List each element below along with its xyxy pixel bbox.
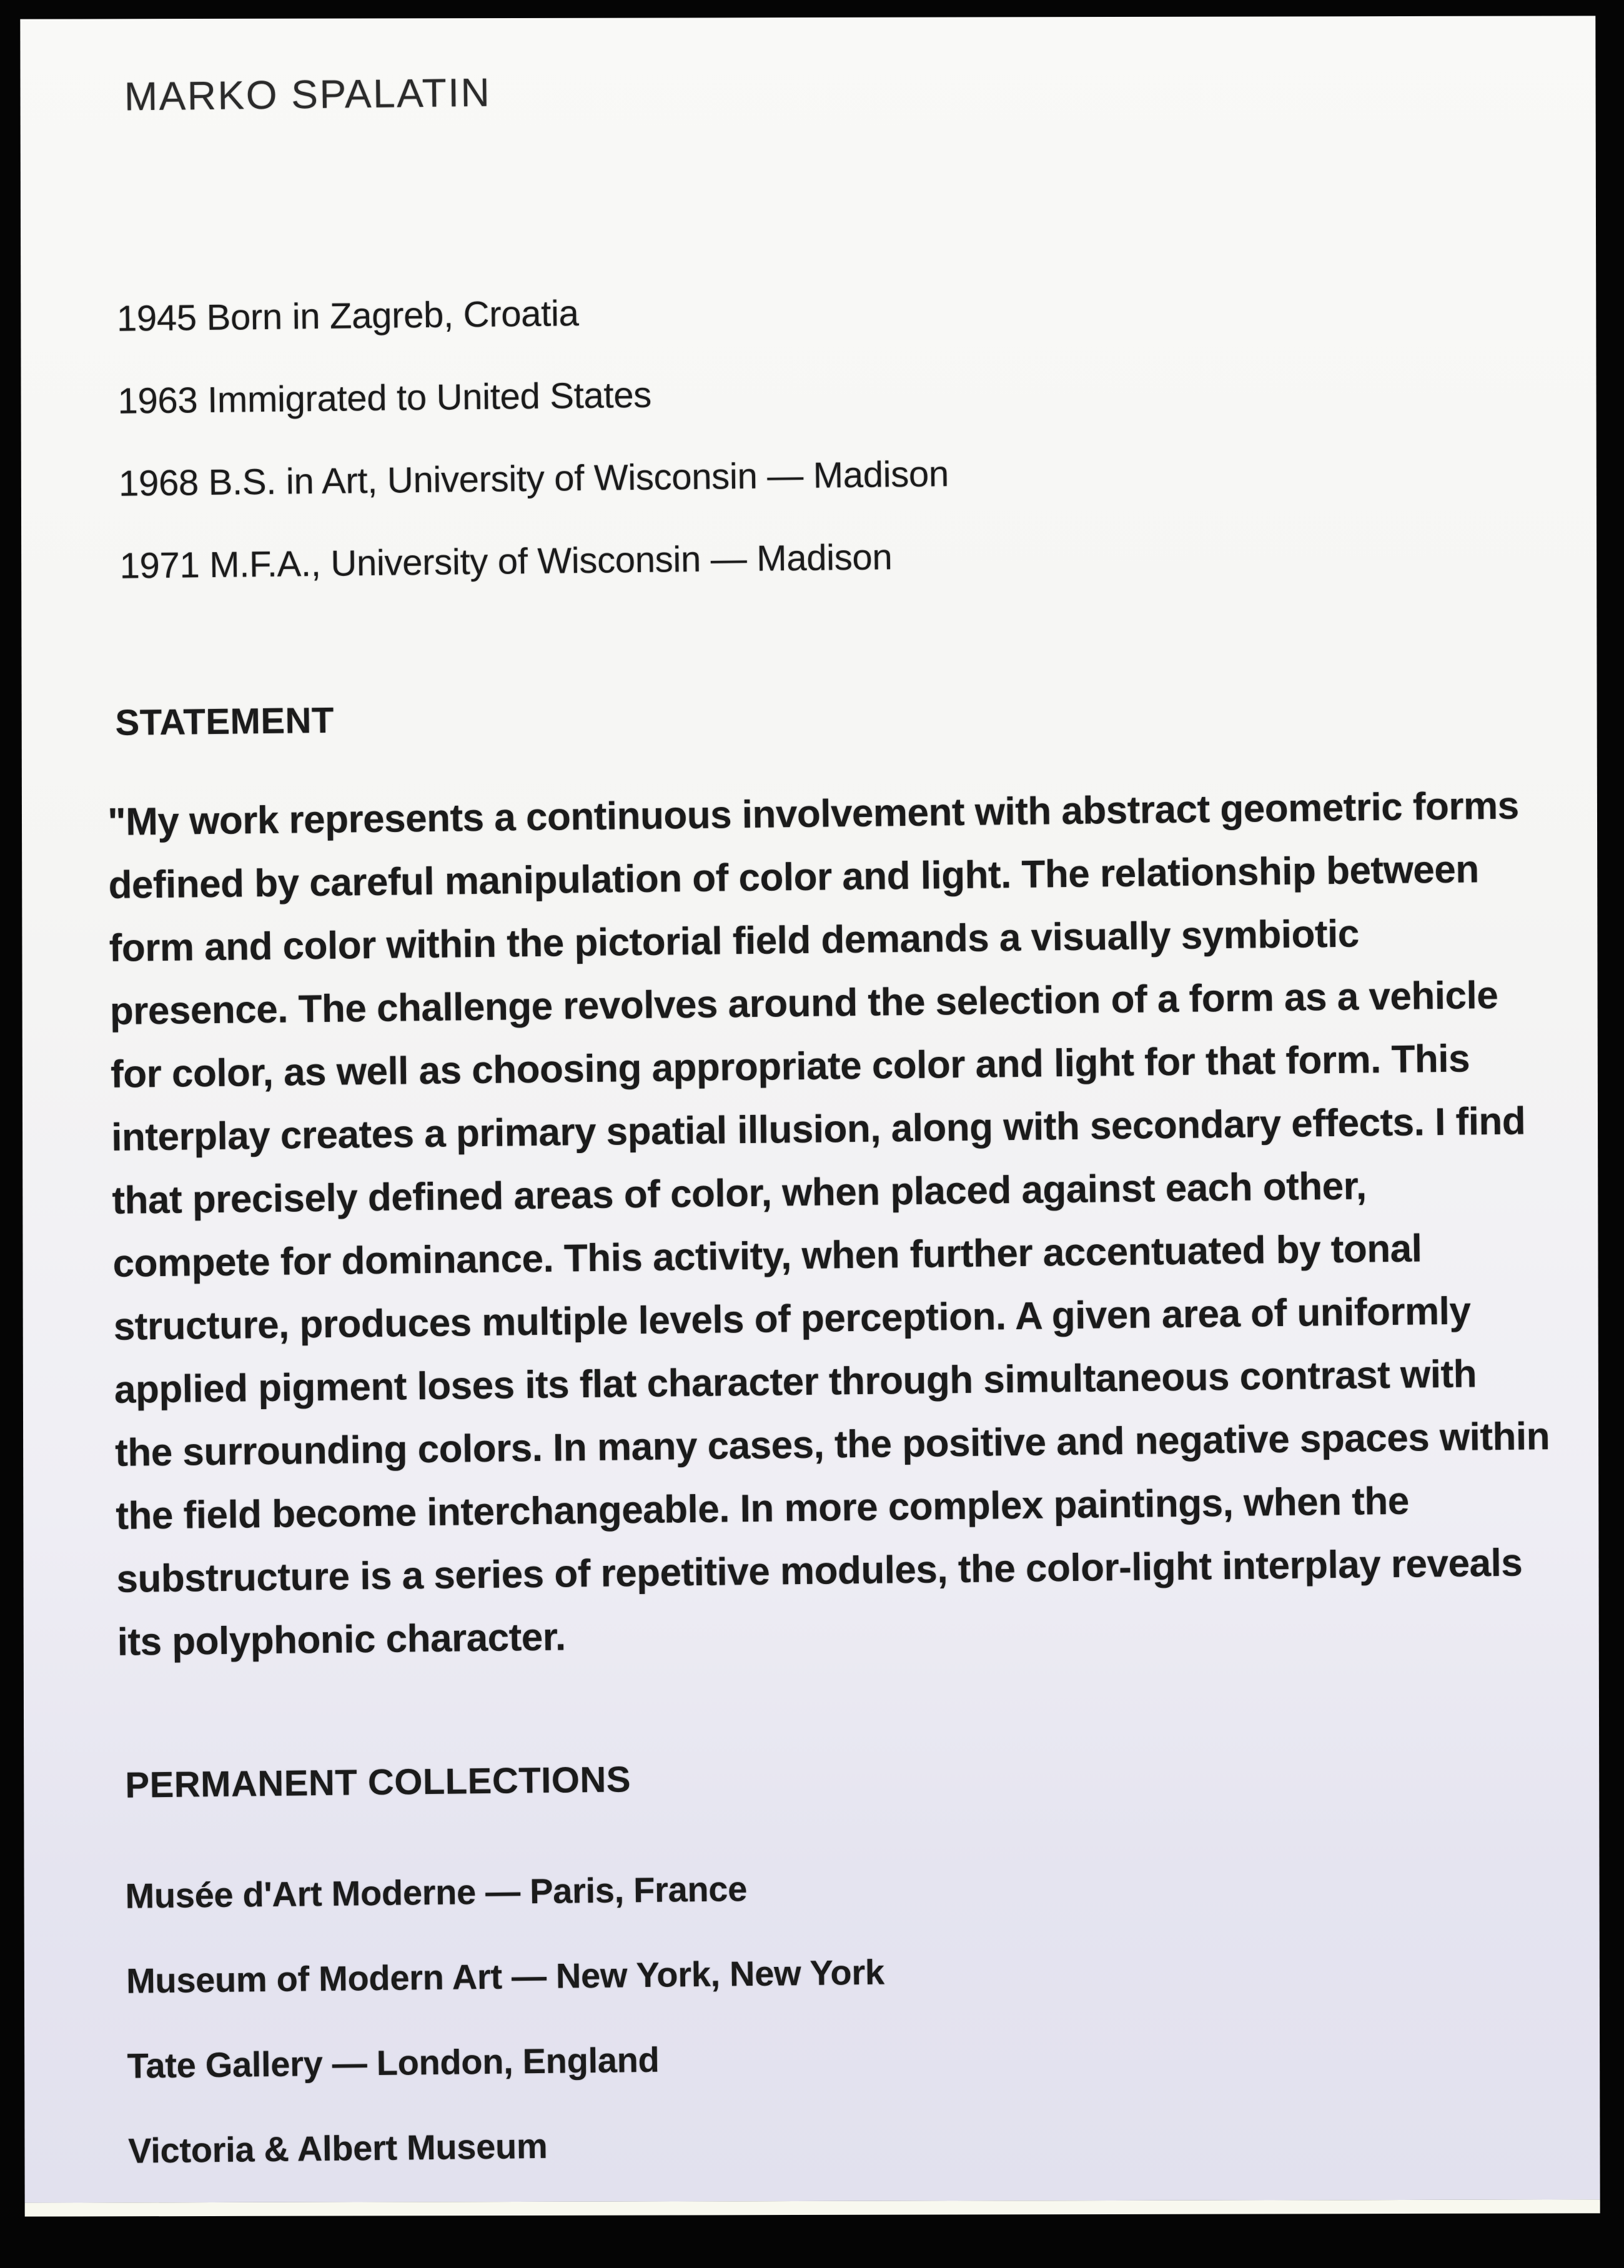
page-content xyxy=(89,16,1570,2194)
bio-item: 1968 B.S. in Art, University of Wisconsin — Madison xyxy=(118,453,949,504)
statement-line: compete for dominance. This activity, when further accentuated by tonal xyxy=(112,1227,1422,1285)
collections-list xyxy=(125,1837,1570,2194)
collection-item: Victoria & Albert Museum xyxy=(127,2126,548,2171)
bio-item: 1963 Immigrated to United States xyxy=(117,374,652,422)
statement-line: substructure is a series of repetitive modules, the color-light interplay reveals xyxy=(116,1541,1523,1601)
statement-line: for color, as well as choosing appropriate color and light for that form. This xyxy=(110,1037,1470,1096)
statement-line: structure, produces multiple levels of perception. A given area of uniformly xyxy=(113,1289,1471,1349)
statement-line: the field become interchangeable. In more complex paintings, when the xyxy=(115,1479,1410,1538)
collection-item: Tate Gallery — London, England xyxy=(127,2039,660,2086)
page-title: MARKO SPALATIN xyxy=(124,69,492,119)
statement-line: form and color within the pictorial field demands a visually symbiotic xyxy=(109,912,1360,970)
collection-item: Musée d'Art Moderne — Paris, France xyxy=(125,1869,748,1916)
bio-item: 1971 M.F.A., University of Wisconsin — Madison xyxy=(119,537,893,587)
statement-line: presence. The challenge revolves around the selection of a form as a vehicle xyxy=(109,973,1498,1033)
statement-paragraph xyxy=(107,774,1564,1674)
statement-line: "My work represents a continuous involvement with abstract geometric forms xyxy=(107,784,1520,844)
statement-line: defined by careful manipulation of color and light. The relationship between xyxy=(108,848,1480,907)
collections-heading: PERMANENT COLLECTIONS xyxy=(125,1759,631,1806)
statement-line: the surrounding colors. In many cases, the positive and negative spaces within xyxy=(114,1415,1550,1475)
bio-item: 1945 Born in Zagreb, Croatia xyxy=(116,293,579,339)
statement-line: its polyphonic character. xyxy=(117,1615,567,1664)
paper-page xyxy=(20,16,1600,2216)
statement-line: applied pigment loses its flat character through simultaneous contrast with xyxy=(114,1352,1477,1412)
statement-heading: STATEMENT xyxy=(115,700,335,743)
statement-line: that precisely defined areas of color, when placed against each other, xyxy=(112,1164,1367,1222)
bio-list xyxy=(116,261,1552,608)
collection-item: Museum of Modern Art — New York, New York xyxy=(126,1952,885,2001)
statement-line: interplay creates a primary spatial illusion, along with secondary effects. I find xyxy=(111,1099,1526,1159)
